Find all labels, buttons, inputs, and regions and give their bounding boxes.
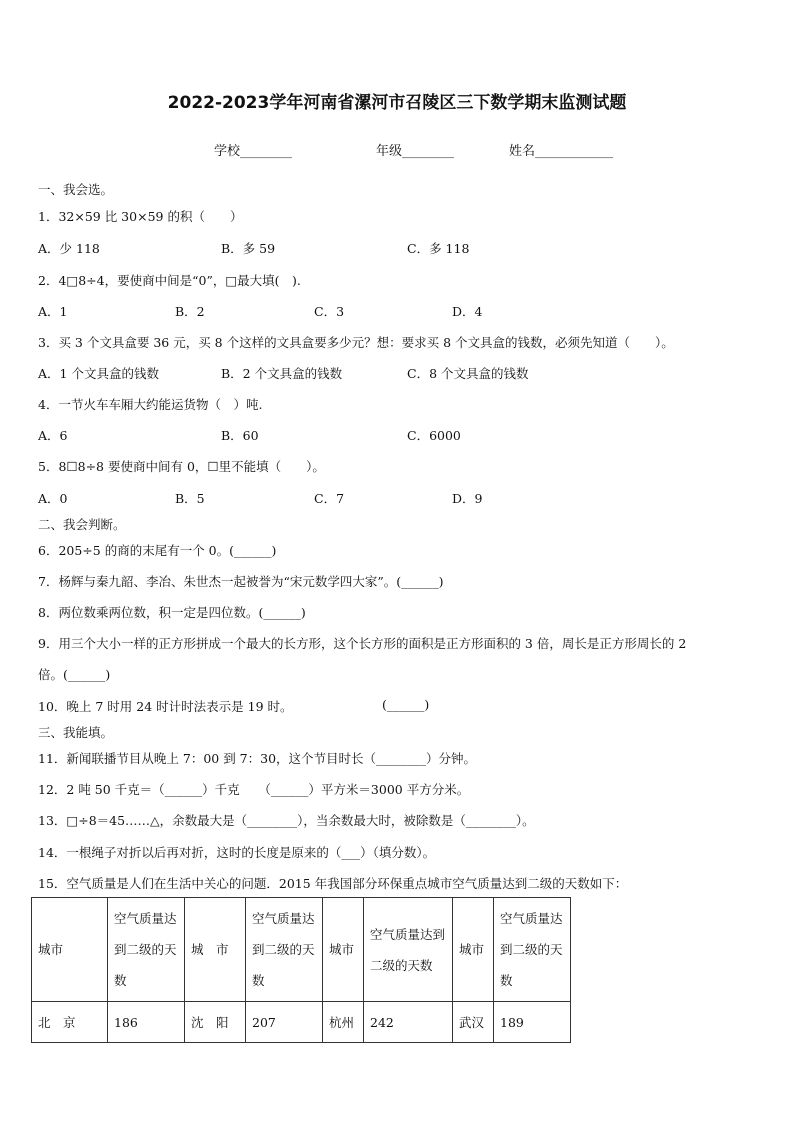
option-a: A．0 <box>38 491 68 506</box>
option-c: C．多 118 <box>407 241 470 256</box>
question-10: 10．晚上 7 时用 24 时计时法表示是 19 时。 <box>38 699 293 714</box>
section-heading: 二、我会判断。 <box>38 517 126 532</box>
question-3: 3．买 3 个文具盒要 36 元，买 8 个这样的文具盒要多少元？想：要求买 8 个文具盒的钱数，必须先知道（ ）。 <box>38 335 674 350</box>
question-13: 13．□÷8＝45……△，余数最大是（________），当余数最大时，被除数是（________）。 <box>38 813 535 828</box>
question-9-continued: 倍。(______) <box>38 667 111 682</box>
option-a: A．1 个文具盒的钱数 <box>38 366 159 381</box>
table-header-cell: 城市 <box>32 898 108 1002</box>
name-field: 姓名____________ <box>509 144 614 159</box>
air-quality-table <box>31 897 571 1043</box>
table-header-cell: 空气质量达到二级的天数 <box>364 898 453 1002</box>
question-2: 2．4□8÷4，要使商中间是“0”，□最大填( ). <box>38 273 301 288</box>
option-c: C．7 <box>314 491 345 506</box>
section-heading: 一、我会选。 <box>38 182 114 197</box>
option-b: B．2 <box>175 304 205 319</box>
table-header-cell: 空气质量达到二级的天数 <box>494 898 571 1002</box>
option-a: A．少 118 <box>38 241 100 256</box>
question-11: 11．新闻联播节目从晚上 7：00 到 7：30，这个节目时长（________）分钟。 <box>38 751 477 766</box>
table-cell: 186 <box>108 1002 185 1043</box>
question-5: 5．8☐8÷8 要使商中间有 0，☐里不能填（ ）。 <box>38 459 325 474</box>
option-c: C．8 个文具盒的钱数 <box>407 366 529 381</box>
option-b: B．多 59 <box>221 241 276 256</box>
section-heading: 三、我能填。 <box>38 725 114 740</box>
option-d: D．9 <box>452 491 483 506</box>
option-c: C．3 <box>314 304 345 319</box>
option-c: C．6000 <box>407 428 461 443</box>
table-header-cell: 城市 <box>453 898 494 1002</box>
question-4: 4．一节火车车厢大约能运货物（ ）吨. <box>38 397 263 412</box>
option-d: D．4 <box>452 304 483 319</box>
option-a: A．1 <box>38 304 68 319</box>
table-cell: 189 <box>494 1002 571 1043</box>
question-14: 14．一根绳子对折以后再对折，这时的长度是原来的（___）（填分数）。 <box>38 845 436 860</box>
table-cell: 北 京 <box>32 1002 108 1043</box>
question-6: 6．205÷5 的商的末尾有一个 0。(______) <box>38 543 277 558</box>
question-1: 1．32×59 比 30×59 的积（ ） <box>38 209 243 224</box>
page-title: 2022-2023学年河南省漯河市召陵区三下数学期末监测试题 <box>167 93 627 113</box>
option-b: B．2 个文具盒的钱数 <box>221 366 343 381</box>
question-12: 12．2 吨 50 千克＝（______）千克 （______）平方米＝3000 平方分米。 <box>38 782 470 797</box>
answer-blank: (______) <box>382 697 430 712</box>
question-15: 15．空气质量是人们在生活中关心的问题．2015 年我国部分环保重点城市空气质量达到二级的天数如下： <box>38 876 628 891</box>
table-header-cell: 空气质量达到二级的天数 <box>108 898 185 1002</box>
school-field: 学校________ <box>214 144 293 159</box>
grade-field: 年级________ <box>376 144 455 159</box>
table-cell: 杭州 <box>323 1002 364 1043</box>
question-8: 8．两位数乘两位数，积一定是四位数。(______) <box>38 605 306 620</box>
table-cell: 242 <box>364 1002 453 1043</box>
table-cell: 沈 阳 <box>185 1002 246 1043</box>
option-b: B．60 <box>221 428 259 443</box>
table-header-cell: 城 市 <box>185 898 246 1002</box>
option-b: B．5 <box>175 491 205 506</box>
table-header-row <box>32 898 571 1002</box>
question-9: 9．用三个大小一样的正方形拼成一个最大的长方形，这个长方形的面积是正方形面积的 3 倍，周长是正方形周长的 2 <box>38 636 687 651</box>
table-header-cell: 空气质量达到二级的天数 <box>246 898 323 1002</box>
question-7: 7．杨辉与秦九韶、李冶、朱世杰一起被誉为“宋元数学四大家”。(______) <box>38 574 444 589</box>
table-cell: 207 <box>246 1002 323 1043</box>
table-header-cell: 城市 <box>323 898 364 1002</box>
option-a: A．6 <box>38 428 68 443</box>
table-row <box>32 1002 571 1043</box>
table-cell: 武汉 <box>453 1002 494 1043</box>
